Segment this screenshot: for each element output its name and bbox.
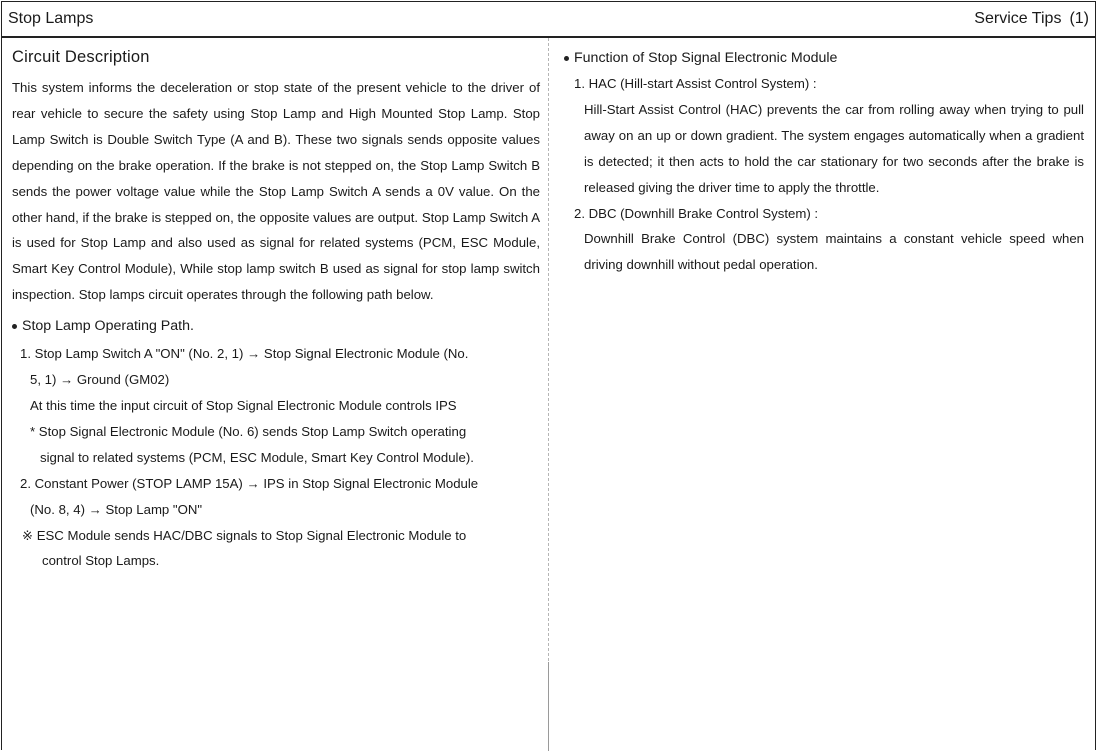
header-section-title: Service Tips xyxy=(974,10,1062,27)
operating-path-heading-text: Stop Lamp Operating Path. xyxy=(22,318,194,335)
header-section xyxy=(974,10,1089,28)
hac-description: Hill-Start Assist Control (HAC) prevents the car from rolling away when trying to pull away on an up or down gradient. The system engages automatically when a gradient is detected; it then acts to hold the car stationary for two seconds after the brake is released giving the driver time to apply the throttle. xyxy=(584,101,1084,195)
function-heading xyxy=(564,50,1084,66)
path-star-note-cont: signal to related systems (PCM, ESC Module, Smart Key Control Module). xyxy=(40,449,474,465)
path-step-1: 1. Stop Lamp Switch A "ON" (No. 2, 1) → Stop Signal Electronic Module (No. xyxy=(20,346,469,362)
right-column xyxy=(564,50,1084,278)
path-step-1-detail: At this time the input circuit of Stop Signal Electronic Module controls IPS xyxy=(30,397,457,413)
path-reference-note: ※ ESC Module sends HAC/DBC signals to Stop Signal Electronic Module to xyxy=(22,527,467,543)
hac-title: 1. HAC (Hill-start Assist Control System) : xyxy=(574,76,817,91)
header-title: Stop Lamps xyxy=(8,10,94,27)
page-frame xyxy=(1,1,1096,750)
dbc-title: 2. DBC (Downhill Brake Control System) : xyxy=(574,205,819,221)
left-column xyxy=(12,48,540,574)
column-divider-bottom xyxy=(548,662,549,751)
circuit-description-title: Circuit Description xyxy=(12,48,150,66)
path-step-2: 2. Constant Power (STOP LAMP 15A) → IPS in Stop Signal Electronic Module xyxy=(20,475,479,491)
circuit-description-text: This system informs the deceleration or stop state of the present vehicle to the driver of rear vehicle to secure the safety using Stop Lamp and High Mounted Stop Lamp. Stop Lamp Switch is Double Switch Type (A and B). These two signals sends opposite values depending on the brake operation. If the brake is not stepped on, the Stop Lamp Switch B sends the power voltage value while the Stop Lamp Switch A sends a 0V value. On the other hand, if the brake is stepped on, the opposite values are output. Stop Lamp Switch A is used for Stop Lamp and also used as signal for related systems (PCM, ESC Module, Smart Key Control Module), While stop lamp switch B used as signal for stop lamp switch inspection. Stop lamps circuit operates through the following path below. xyxy=(12,80,540,303)
operating-path-heading xyxy=(12,318,540,334)
bullet-icon xyxy=(564,56,569,61)
function-heading-text: Function of Stop Signal Electronic Module xyxy=(574,50,838,66)
path-step-1-cont: 5, 1) → Ground (GM02) xyxy=(30,372,170,388)
bullet-icon xyxy=(12,324,17,329)
operating-path-section xyxy=(12,318,540,574)
page-header xyxy=(2,2,1095,38)
path-step-2-cont: (No. 8, 4) → Stop Lamp "ON" xyxy=(30,501,203,517)
column-divider xyxy=(548,38,549,751)
path-reference-note-cont: control Stop Lamps. xyxy=(42,553,160,569)
dbc-description: Downhill Brake Control (DBC) system maintains a constant vehicle speed when driving downhill without pedal operation. xyxy=(584,231,1084,273)
page-number: (1) xyxy=(1069,10,1089,27)
path-star-note: * Stop Signal Electronic Module (No. 6) sends Stop Lamp Switch operating xyxy=(30,423,467,439)
